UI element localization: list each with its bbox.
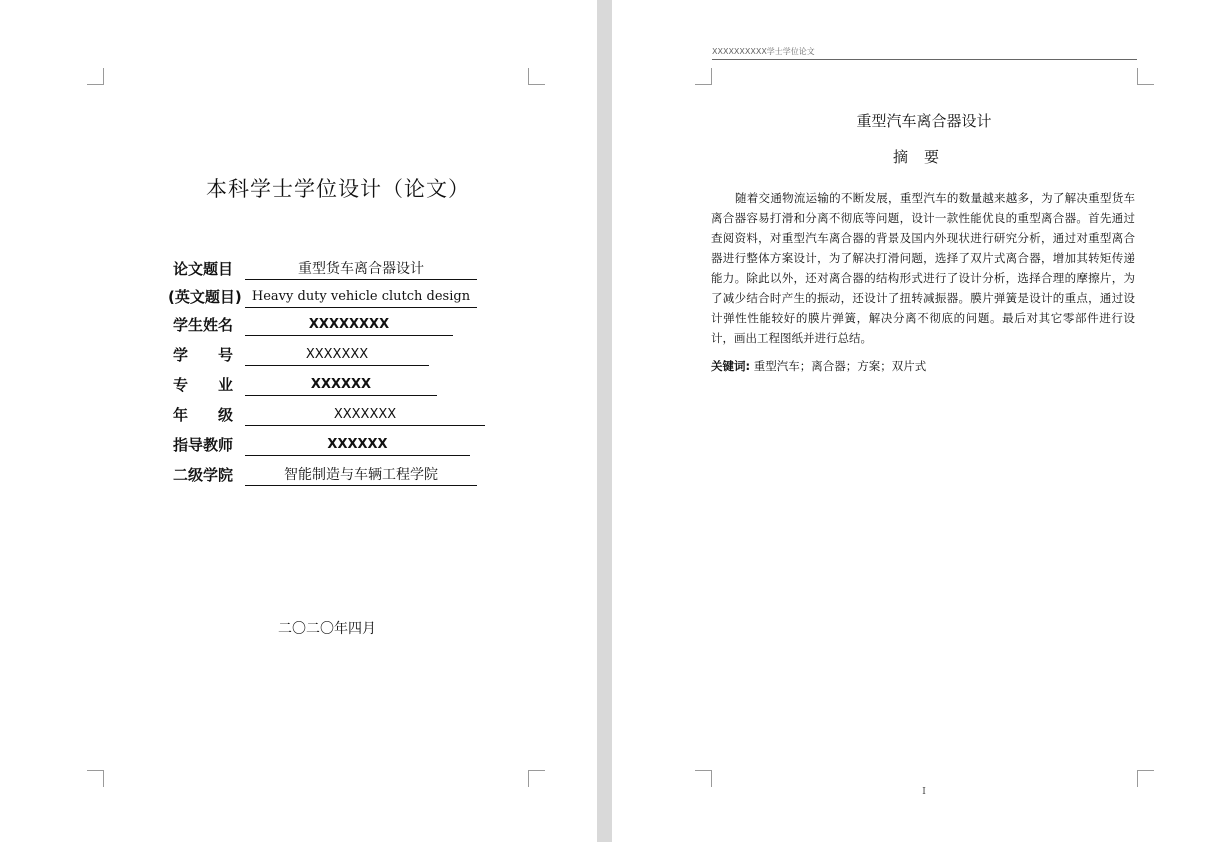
cover-field-label: (英文题目) xyxy=(168,288,242,306)
cover-field-label: 专 业 xyxy=(173,376,234,394)
cover-field-label: 论文题目 xyxy=(173,260,234,278)
cover-field-value: XXXXXXX xyxy=(245,405,485,426)
cover-field-label: 学生姓名 xyxy=(173,316,234,334)
cover-field-value: XXXXXX xyxy=(245,375,437,396)
cover-title: 本科学士学位设计（论文） xyxy=(206,177,470,201)
page-number: I xyxy=(922,787,926,797)
margin-corner-bottom-right xyxy=(1137,770,1154,787)
cover-page xyxy=(0,0,597,842)
keywords-line xyxy=(711,356,1135,376)
abstract-body: 随着交通物流运输的不断发展，重型汽车的数量越来越多，为了解决重型货车离合器容易打滑和分离不彻底等问题，设计一款性能优良的重型离合器。首先通过查阅资料，对重型汽车离合器的背景及国内外现状进行研究分析，通过对重型离合器进行整体方案设计，为了解决打滑问题，选择了双片式离合器，增加其转矩传递能力。除此以外，还对离合器的结构形式进行了设计分析，选择合理的摩擦片，为了减少结合时产生的振动，还设计了扭转减振器。膜片弹簧是设计的重点，通过设计弹性性能较好的膜片弹簧，解决分离不彻底的问题。最后对其它零部件进行设计，画出工程图纸并进行总结。 xyxy=(711,191,1135,345)
cover-field-label: 指导教师 xyxy=(173,436,234,454)
margin-corner-top-right xyxy=(528,68,545,85)
cover-field-value: XXXXXXXX xyxy=(245,315,453,336)
margin-corner-top-left xyxy=(695,68,712,85)
margin-corner-top-left xyxy=(87,68,104,85)
abstract-thesis-title: 重型汽车离合器设计 xyxy=(856,112,992,130)
cover-field-value: 重型货车离合器设计 xyxy=(245,259,477,280)
margin-corner-bottom-left xyxy=(87,770,104,787)
cover-field-label: 年 级 xyxy=(173,406,234,424)
cover-field-value: XXXXXX xyxy=(245,435,470,456)
cover-field-value: XXXXXXX xyxy=(245,345,429,366)
abstract-page xyxy=(612,0,1208,842)
cover-date: 二〇二〇年四月 xyxy=(278,621,376,637)
cover-field-value: Heavy duty vehicle clutch design xyxy=(245,287,477,308)
page-gutter xyxy=(597,0,612,842)
cover-field-value: 智能制造与车辆工程学院 xyxy=(245,465,477,486)
running-header: XXXXXXXXXX学士学位论文 xyxy=(712,46,1137,60)
abstract-heading: 摘要 xyxy=(892,148,955,166)
cover-field-label: 二级学院 xyxy=(173,466,234,484)
keywords-text: 重型汽车；离合器；方案；双片式 xyxy=(753,359,927,373)
margin-corner-bottom-left xyxy=(695,770,712,787)
margin-corner-bottom-right xyxy=(528,770,545,787)
cover-field-label: 学 号 xyxy=(173,346,234,364)
keywords-label: 关键词: xyxy=(711,359,751,373)
margin-corner-top-right xyxy=(1137,68,1154,85)
